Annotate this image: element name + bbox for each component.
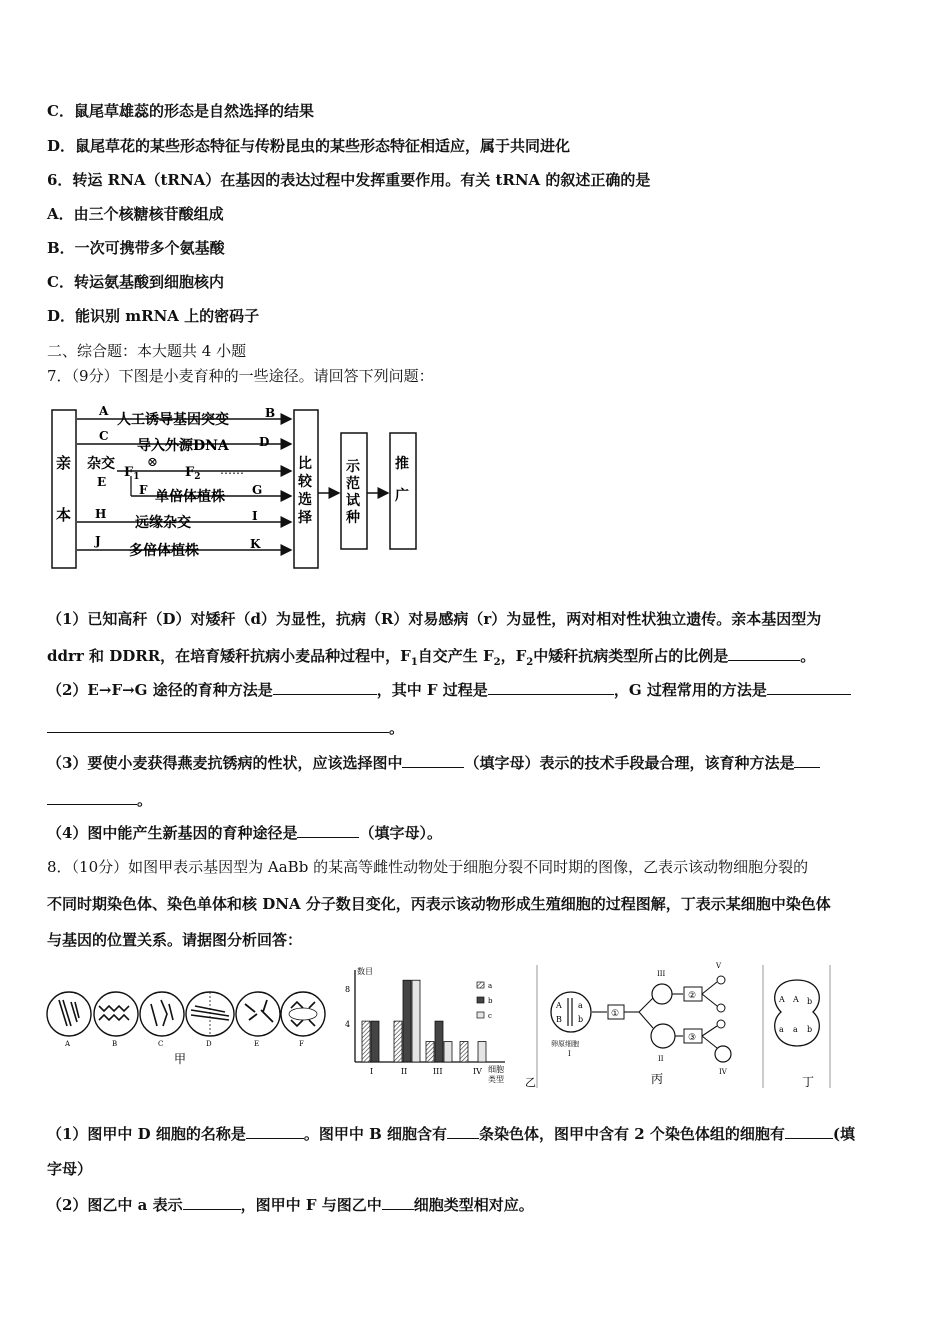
letter-b: B <box>265 406 276 420</box>
parent-label-2: 本 <box>56 506 72 524</box>
oogonium-roman: I <box>568 1050 571 1058</box>
bar-c-IV <box>478 1042 486 1062</box>
answer-blank[interactable] <box>794 752 820 768</box>
answer-blank[interactable] <box>297 822 359 838</box>
bar-b-III <box>435 1021 443 1062</box>
yi-ytick: 4 <box>345 1020 351 1029</box>
yi-ylabel: 数目 <box>357 967 373 976</box>
label-distant-cross: 远缘杂交 <box>135 515 191 531</box>
answer-blank[interactable] <box>728 645 800 661</box>
yi-category-label: II <box>401 1067 408 1076</box>
bar-a-II <box>394 1021 402 1062</box>
legend-c: c <box>488 1012 492 1020</box>
step-2: ② <box>688 991 697 1001</box>
bar-c-III <box>444 1042 452 1062</box>
dots-label: …… <box>220 463 244 477</box>
yi-category-label: III <box>433 1067 443 1076</box>
q7-part4: （4）图中能产生新基因的育种途径是 （填字母）。 <box>47 824 442 842</box>
ding-gene: A <box>793 995 799 1004</box>
bar-c-II <box>412 980 420 1062</box>
letter-f: F <box>139 483 148 497</box>
q7-part3-line2: 。 <box>47 789 152 810</box>
letter-c: C <box>99 429 109 443</box>
jia-cells <box>47 992 325 1066</box>
bing-diagram <box>537 962 731 1088</box>
q8-part1-line2: 字母） <box>47 1160 93 1178</box>
q6-option-d: D．能识别 mRNA 上的密码子 <box>47 307 260 325</box>
egg-cell <box>715 1046 731 1062</box>
roman-iv: IV <box>719 1068 727 1076</box>
letter-h: H <box>95 507 107 521</box>
answer-blank[interactable] <box>273 679 377 695</box>
f1-label: $F_1$ <box>124 465 140 482</box>
yi-xlabel: 细胞 <box>488 1065 504 1074</box>
ding-gene: A <box>779 995 785 1004</box>
answer-blank[interactable] <box>382 1194 414 1210</box>
answer-blank[interactable] <box>47 789 137 805</box>
demo-char-4: 种 <box>346 510 360 526</box>
bing-label: 丙 <box>651 1072 664 1086</box>
polar-body <box>717 1004 725 1012</box>
compare-char-1: 比 <box>298 456 312 472</box>
ding-gene: a <box>793 1025 798 1034</box>
polar-body <box>717 976 725 984</box>
parent-box <box>52 410 76 568</box>
self-symbol: ⊗ <box>147 455 158 470</box>
promote-char-2: 广 <box>395 488 409 504</box>
dividing-cell <box>775 980 820 1046</box>
q6-option-c: C．转运氨基酸到细胞核内 <box>47 273 224 291</box>
option-d-mouse-tail: D．鼠尾草花的某些形态特征与传粉昆虫的某些形态特征相适应，属于共同进化 <box>47 137 571 155</box>
cell-e <box>236 992 280 1036</box>
q7-part1-line1: （1）已知高秆（D）对矮秆（d）为显性，抗病（R）对易感病（r）为显性，两对相对性状独立遗传。亲本基因型为 <box>47 610 822 628</box>
yi-bars <box>362 980 486 1062</box>
ding-diagram <box>763 965 830 1089</box>
cell-a <box>47 992 91 1036</box>
q6-option-a: A．由三个核糖核苷酸组成 <box>47 205 224 223</box>
roman-iii: III <box>657 970 666 978</box>
ding-gene: b <box>807 997 813 1006</box>
yi-xlabel: 类型 <box>488 1075 504 1084</box>
promote-char-1: 推 <box>395 456 409 472</box>
label-foreign-dna: 导入外源DNA <box>137 438 229 454</box>
jia-label: 甲 <box>174 1052 187 1066</box>
answer-blank[interactable] <box>246 1123 304 1139</box>
legend-swatch-b <box>477 997 484 1003</box>
option-c-mouse-tail: C．鼠尾草雄蕊的形态是自然选择的结果 <box>47 102 314 120</box>
question-8-stem-line1: 8．（10分）如图甲表示基因型为 AaBb 的某高等雌性动物处于细胞分裂不同时期的图像，乙表示该动物细胞分裂的 <box>47 858 809 876</box>
gene-b: B <box>556 1015 562 1024</box>
yi-category-label: I <box>370 1067 374 1076</box>
answer-blank[interactable] <box>785 1123 833 1139</box>
step-3: ③ <box>688 1033 697 1043</box>
cell-division-figure <box>45 960 835 1090</box>
q7-part2-line1: （2）E→F→G 途径的育种方法是 ，其中 F 过程是 ，G 过程常用的方法是 <box>47 679 851 700</box>
question-8-stem-line2: 不同时期染色体、染色单体和核 DNA 分子数目变化，丙表示该动物形成生殖细胞的过程图解，丁表示某细胞中染色体 <box>47 895 831 913</box>
demo-char-3: 试 <box>346 493 360 509</box>
yi-ytick: 8 <box>345 985 351 994</box>
oogonium-label: 卵原细胞 <box>551 1040 579 1048</box>
demo-char-2: 范 <box>346 476 360 492</box>
cell-d-label: D <box>206 1040 212 1048</box>
gene-b-lower: b <box>578 1015 584 1024</box>
label-mutation: 人工诱导基因突变 <box>117 412 229 428</box>
cell-f <box>281 992 325 1036</box>
cell-c <box>140 992 184 1036</box>
legend-b: b <box>488 997 493 1005</box>
polar-body <box>717 1020 725 1028</box>
cell-e-label: E <box>254 1040 260 1048</box>
answer-blank[interactable] <box>767 679 851 695</box>
answer-blank[interactable] <box>402 752 464 768</box>
secondary-oocyte <box>651 1024 675 1048</box>
letter-j: J <box>95 534 101 548</box>
bar-a-III <box>426 1042 434 1062</box>
q8-part1-line1: （1）图甲中 D 细胞的名称是 。图甲中 B 细胞含有 条染色体，图甲中含有 2 个染色体组的细胞有 (填 <box>47 1125 856 1143</box>
demo-char-1: 示 <box>346 459 360 475</box>
ding-gene: a <box>779 1025 784 1034</box>
cell-a-label: A <box>65 1040 71 1048</box>
compare-char-4: 择 <box>298 510 312 526</box>
bing-fork <box>639 998 653 1028</box>
legend-swatch-c <box>477 1012 484 1018</box>
letter-g: G <box>252 483 263 497</box>
breeding-pathway-diagram <box>47 400 427 575</box>
roman-v: V <box>716 962 722 970</box>
cell-f-label: F <box>299 1040 304 1048</box>
gene-a-lower: a <box>578 1001 583 1010</box>
compare-char-2: 较 <box>298 474 312 490</box>
bar-b-I <box>371 1021 379 1062</box>
bing-fork-upper <box>702 982 717 1006</box>
letter-a: A <box>99 404 109 418</box>
bing-fork-lower <box>702 1026 717 1048</box>
label-haploid: 单倍体植株 <box>155 489 225 505</box>
answer-blank[interactable] <box>488 679 614 695</box>
letter-i: I <box>252 509 258 523</box>
answer-blank[interactable] <box>183 1194 241 1210</box>
bar-a-IV <box>460 1042 468 1062</box>
primary-oocyte-small <box>652 984 672 1004</box>
bar-b-II <box>403 980 411 1062</box>
question-6-stem: 6．转运 RNA（tRNA）在基因的表达过程中发挥重要作用。有关 tRNA 的叙述正确的是 <box>47 171 651 189</box>
legend-a: a <box>488 982 493 990</box>
parent-label-1: 亲 <box>56 454 72 472</box>
gene-a: A <box>556 1001 562 1010</box>
section-heading: 二、综合题：本大题共 4 小题 <box>47 342 247 360</box>
question-8-stem-line3: 与基因的位置关系。请据图分析回答： <box>47 931 303 949</box>
f2-label: $F_2$ <box>185 465 201 482</box>
q7-part1-line2: ddrr 和 DDRR，在培育矮秆抗病小麦品种过程中，$F_1$自交产生 $F_2$，$F_2$中矮秆抗病类型所占的比例是 。 <box>47 647 816 668</box>
yi-label: 乙 <box>525 1076 536 1089</box>
oogonium <box>551 992 591 1032</box>
cell-b <box>94 992 138 1036</box>
answer-blank[interactable] <box>47 717 389 733</box>
cell-c-label: C <box>158 1040 164 1048</box>
ding-gene: b <box>807 1025 813 1034</box>
ding-label: 丁 <box>802 1075 815 1089</box>
legend-swatch-a <box>477 982 484 988</box>
q6-option-b: B．一次可携带多个氨基酸 <box>47 239 225 257</box>
letter-e: E <box>97 475 107 489</box>
letter-k: K <box>250 537 261 551</box>
roman-ii: II <box>658 1055 664 1063</box>
bar-a-I <box>362 1021 370 1062</box>
yi-chart <box>345 966 536 1089</box>
answer-blank[interactable] <box>447 1123 479 1139</box>
q7-part2-line2: 。 <box>47 717 404 738</box>
question-7-stem: 7．（9分）下图是小麦育种的一些途径。请回答下列问题： <box>47 367 434 385</box>
letter-d: D <box>259 435 270 449</box>
step-1: ① <box>611 1009 620 1019</box>
q8-part2: （2）图乙中 a 表示 ，图甲中 F 与图乙中 细胞类型相对应。 <box>47 1196 534 1214</box>
cell-d <box>186 992 234 1036</box>
q7-part3-line1: （3）要使小麦获得燕麦抗锈病的性状，应该选择图中 （填字母）表示的技术手段最合理，该育种方法是 <box>47 752 820 773</box>
label-cross: 杂交 <box>87 456 115 472</box>
compare-char-3: 选 <box>298 492 312 508</box>
cell-b-label: B <box>112 1040 118 1048</box>
yi-category-label: IV <box>473 1067 482 1076</box>
label-polyploid: 多倍体植株 <box>129 543 199 559</box>
